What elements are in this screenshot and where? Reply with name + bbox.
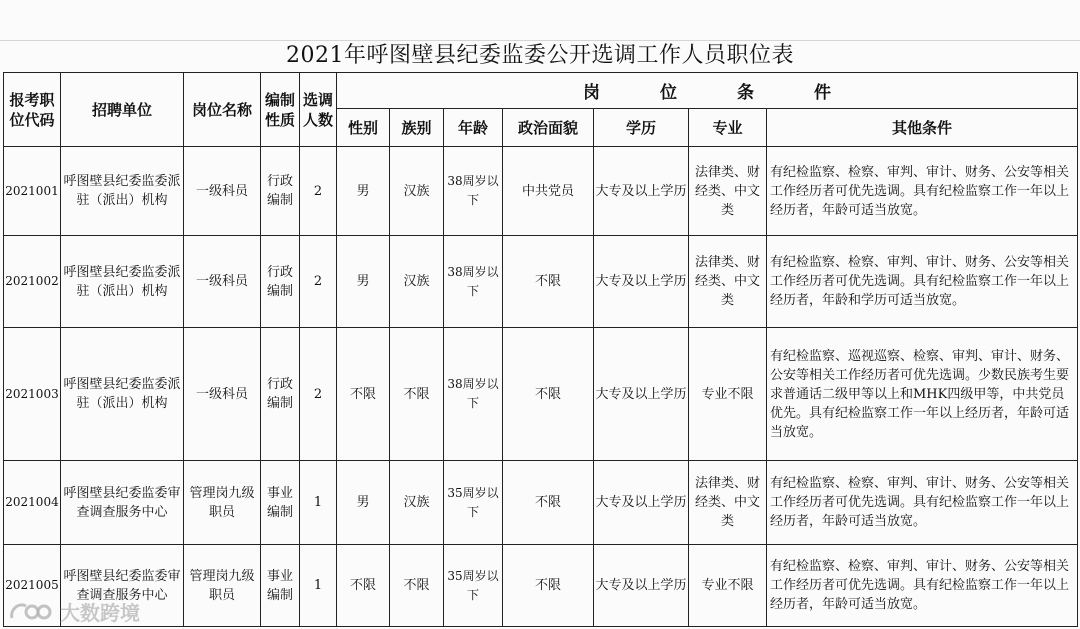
cell-position: 管理岗九级职员 [184,545,261,627]
header-conditions: 岗位条件 [337,73,1078,109]
cell-age: 38周岁以下 [444,147,503,236]
cell-unit: 呼图壁县纪委监委审查调查服务中心 [61,545,184,627]
cell-age: 35周岁以下 [444,461,503,545]
cell-major: 法律类、财经类、中文类 [689,236,767,328]
header-gender: 性别 [337,109,390,147]
table-row [4,328,1078,461]
cell-political: 不限 [503,461,594,545]
header-count: 选调人数 [300,73,337,147]
cell-gender: 不限 [337,328,390,461]
cell-position: 一级科员 [184,147,261,236]
table-row [4,545,1078,627]
cell-education: 大专及以上学历 [594,147,689,236]
cell-nature: 行政编制 [261,328,300,461]
cell-other: 有纪检监察、巡视巡察、检察、审判、审计、财务、公安等相关工作经历者可优先选调。少数民族考生要求普通话二级甲等以上和MHK四级甲等，中共党员优先。具有纪检监察工作一年以上经历者，年龄可适当放宽。 [767,328,1078,461]
header-row-1 [4,73,1078,109]
cell-education: 大专及以上学历 [594,461,689,545]
cell-other: 有纪检监察、检察、审判、审计、财务、公安等相关工作经历者可优先选调。具有纪检监察工作一年以上经历者，年龄和学历可适当放宽。 [767,236,1078,328]
cell-unit: 呼图壁县纪委监委派驻（派出）机构 [61,147,184,236]
cell-education: 大专及以上学历 [594,545,689,627]
cell-code: 2021003 [4,328,61,461]
position-table [3,72,1078,627]
cell-code: 2021002 [4,236,61,328]
cell-political: 中共党员 [503,147,594,236]
cell-position: 一级科员 [184,328,261,461]
cell-political: 不限 [503,545,594,627]
cell-education: 大专及以上学历 [594,236,689,328]
cell-count: 1 [300,461,337,545]
cell-ethnicity: 汉族 [390,147,444,236]
cell-other: 有纪检监察、检察、审判、审计、财务、公安等相关工作经历者可优先选调。具有纪检监察工作一年以上经历者，年龄可适当放宽。 [767,545,1078,627]
cell-code: 2021001 [4,147,61,236]
header-ethnicity: 族别 [390,109,444,147]
page-title: 2021年呼图壁县纪委监委公开选调工作人员职位表 [286,43,794,68]
cell-political: 不限 [503,236,594,328]
cell-gender: 男 [337,461,390,545]
cell-count: 2 [300,328,337,461]
cell-major: 专业不限 [689,328,767,461]
cell-nature: 行政编制 [261,147,300,236]
cell-unit: 呼图壁县纪委监委派驻（派出）机构 [61,236,184,328]
table-row [4,147,1078,236]
cell-nature: 事业编制 [261,545,300,627]
cell-gender: 男 [337,147,390,236]
cell-unit: 呼图壁县纪委监委派驻（派出）机构 [61,328,184,461]
cell-code: 2021004 [4,461,61,545]
cell-nature: 行政编制 [261,236,300,328]
cell-ethnicity: 汉族 [390,461,444,545]
cell-ethnicity: 不限 [390,328,444,461]
cell-position: 一级科员 [184,236,261,328]
header-code: 报考职位代码 [4,73,61,147]
cell-nature: 事业编制 [261,461,300,545]
cell-ethnicity: 不限 [390,545,444,627]
header-political: 政治面貌 [503,109,594,147]
watermark [8,596,140,626]
spreadsheet-top-gridline [0,0,1080,41]
cell-ethnicity: 汉族 [390,236,444,328]
weibo-style-logo-icon [8,598,54,624]
header-other: 其他条件 [767,109,1078,147]
cell-major: 法律类、财经类、中文类 [689,147,767,236]
cell-other: 有纪检监察、检察、审判、审计、财务、公安等相关工作经历者可优先选调。具有纪检监察工作一年以上经历者，年龄可适当放宽。 [767,147,1078,236]
header-major: 专业 [689,109,767,147]
header-unit: 招聘单位 [61,73,184,147]
cell-gender: 男 [337,236,390,328]
header-age: 年龄 [444,109,503,147]
cell-age: 38周岁以下 [444,328,503,461]
cell-count: 1 [300,545,337,627]
cell-major: 专业不限 [689,545,767,627]
table-row [4,461,1078,545]
cell-count: 2 [300,147,337,236]
cell-political: 不限 [503,328,594,461]
header-education: 学历 [594,109,689,147]
table-row [4,236,1078,328]
cell-education: 大专及以上学历 [594,328,689,461]
cell-gender: 不限 [337,545,390,627]
cell-unit: 呼图壁县纪委监委审查调查服务中心 [61,461,184,545]
watermark-text: 大数跨境 [60,600,140,625]
header-position: 岗位名称 [184,73,261,147]
cell-count: 2 [300,236,337,328]
cell-age: 38周岁以下 [444,236,503,328]
cell-age: 35周岁以下 [444,545,503,627]
cell-major: 法律类、财经类、中文类 [689,461,767,545]
cell-position: 管理岗九级职员 [184,461,261,545]
cell-other: 有纪检监察、检察、审判、审计、财务、公安等相关工作经历者可优先选调。具有纪检监察工作一年以上经历者，年龄可适当放宽。 [767,461,1078,545]
cell-code: 2021005 [4,545,61,627]
header-nature: 编制性质 [261,73,300,147]
